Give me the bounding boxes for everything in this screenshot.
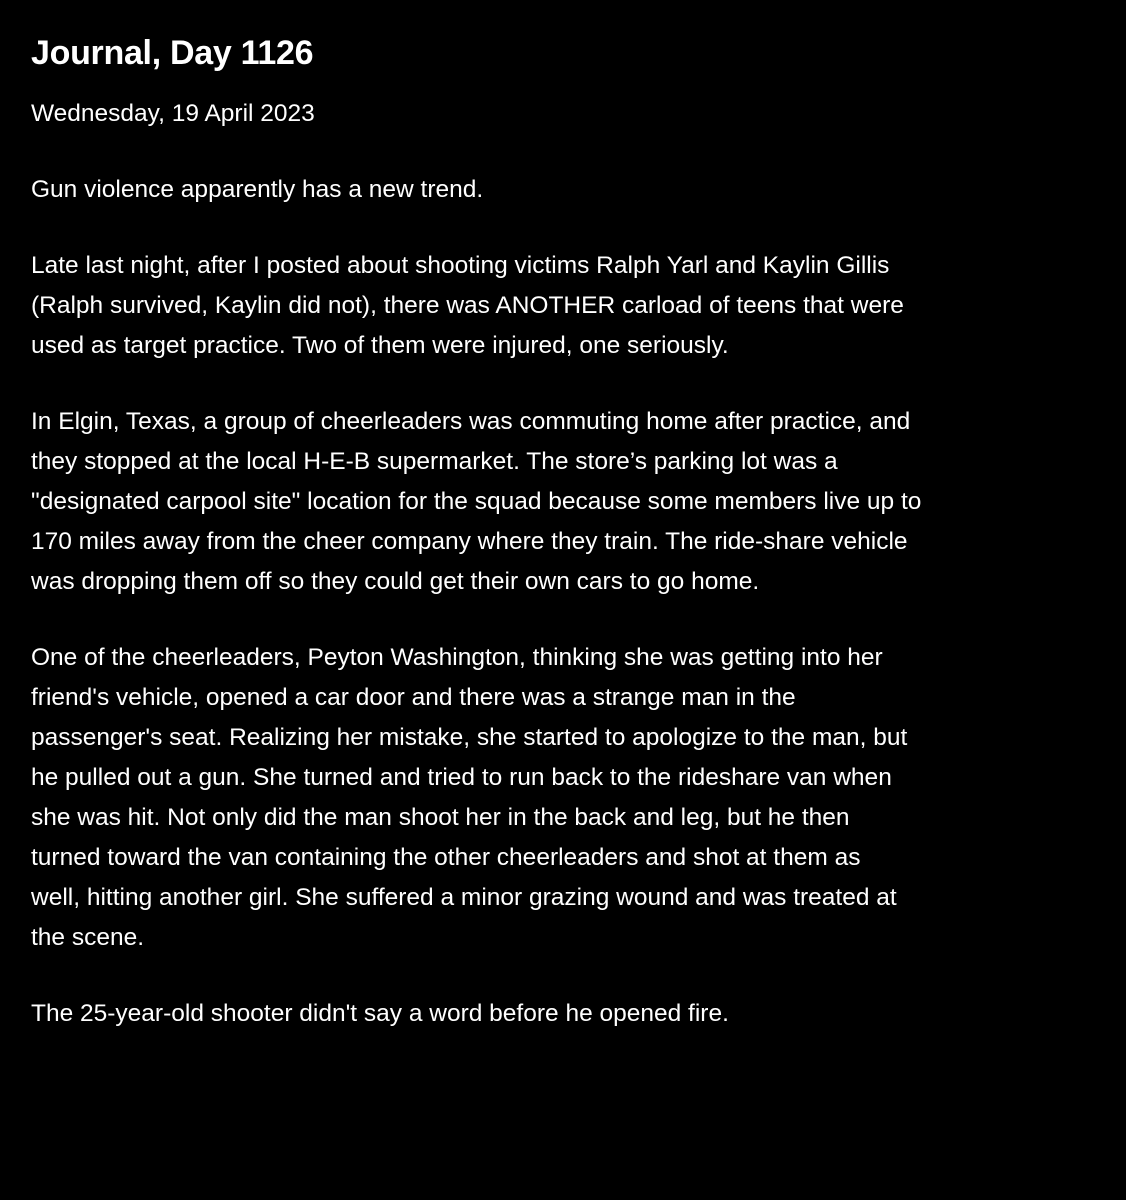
text-line: Gun violence apparently has a new trend. xyxy=(31,176,484,203)
text-line: used as target practice. Two of them were injured, one seriously. xyxy=(31,332,729,359)
text-line: the scene. xyxy=(31,924,145,951)
text-line: One of the cheerleaders, Peyton Washington, thinking she was getting into her xyxy=(31,644,883,671)
paragraph-victims xyxy=(31,246,1106,366)
paragraph-incident xyxy=(31,638,1106,958)
journal-date: Wednesday, 19 April 2023 xyxy=(31,100,315,127)
paragraph-intro xyxy=(31,170,1106,210)
paragraph-elgin xyxy=(31,402,1106,602)
text-line: she was hit. Not only did the man shoot her in the back and leg, but he then xyxy=(31,804,850,831)
text-line: they stopped at the local H-E-B supermarket. The store’s parking lot was a xyxy=(31,448,838,475)
journal-entry xyxy=(31,28,1106,1034)
journal-title: Journal, Day 1126 xyxy=(31,34,314,72)
text-line: friend's vehicle, opened a car door and there was a strange man in the xyxy=(31,684,796,711)
text-line: turned toward the van containing the other cheerleaders and shot at them as xyxy=(31,844,861,871)
text-line: In Elgin, Texas, a group of cheerleaders was commuting home after practice, and xyxy=(31,408,911,435)
text-line: was dropping them off so they could get their own cars to go home. xyxy=(31,568,760,595)
text-line: (Ralph survived, Kaylin did not), there was ANOTHER carload of teens that were xyxy=(31,292,904,319)
text-line: well, hitting another girl. She suffered a minor grazing wound and was treated at xyxy=(31,884,897,911)
text-line: he pulled out a gun. She turned and tried to run back to the rideshare van when xyxy=(31,764,892,791)
text-line: Late last night, after I posted about shooting victims Ralph Yarl and Kaylin Gillis xyxy=(31,252,890,279)
text-line: The 25-year-old shooter didn't say a word before he opened fire. xyxy=(31,1000,729,1027)
text-line: passenger's seat. Realizing her mistake, she started to apologize to the man, but xyxy=(31,724,908,751)
text-line: "designated carpool site" location for the squad because some members live up to xyxy=(31,488,922,515)
paragraph-closing xyxy=(31,994,1106,1034)
text-line: 170 miles away from the cheer company where they train. The ride-share vehicle xyxy=(31,528,908,555)
